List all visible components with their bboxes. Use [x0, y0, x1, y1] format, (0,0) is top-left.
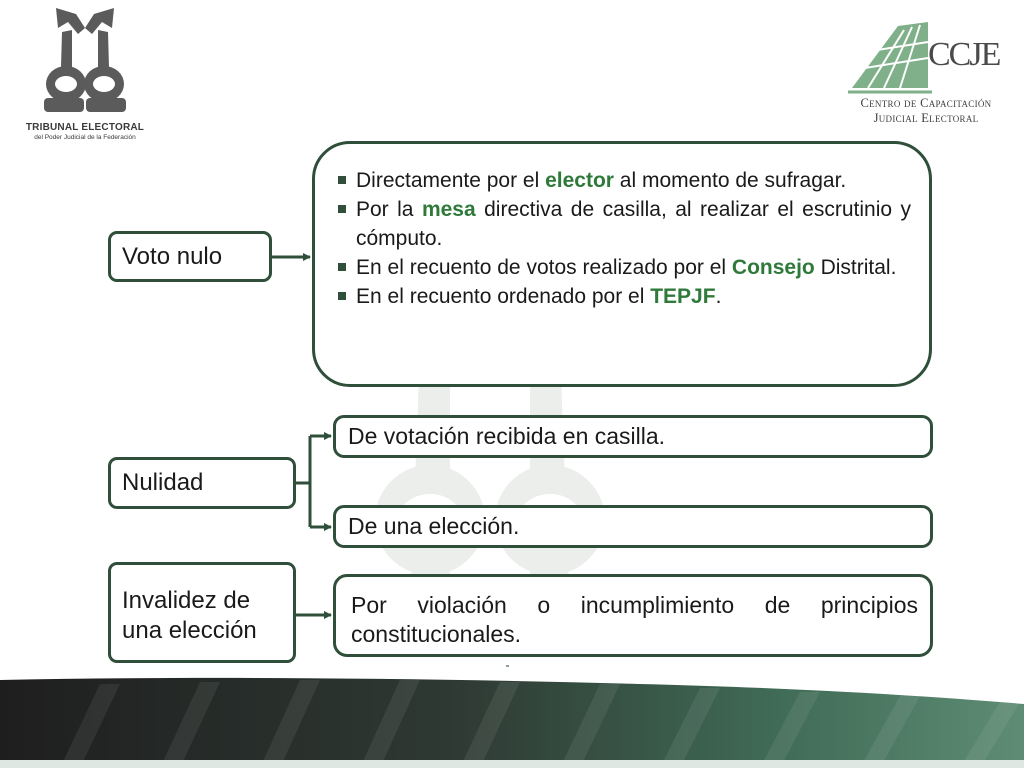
invalidez-label-line1: Invalidez de [122, 587, 251, 614]
voto-nulo-box [108, 231, 272, 282]
invalidez-label-line2: una elección [122, 617, 257, 644]
invalidez-violacion-text: Por violación o incumplimiento de principios constitucionales. [351, 592, 918, 647]
highlight-tepjf: TEPJF [650, 285, 716, 308]
scales-emblem-icon [38, 6, 132, 116]
list-item: En el recuento de votos realizado por el Consejo Distrital. [335, 253, 911, 282]
tribunal-electoral-logo [20, 6, 150, 140]
invalidez-violacion-box [333, 574, 933, 657]
small-dot [506, 665, 509, 667]
ccje-letters: CCJE [928, 36, 1000, 73]
bottom-decorative-band [0, 674, 1024, 768]
highlight-mesa: mesa [421, 198, 476, 221]
voto-nulo-causes-list [335, 166, 911, 311]
nulidad-label: Nulidad [122, 469, 204, 496]
nulidad-eleccion-box [333, 505, 933, 548]
list-item: En el recuento ordenado por el TEPJF. [335, 282, 911, 311]
ccje-name-line2: Judicial Electoral [873, 111, 979, 125]
ccje-logo [836, 14, 1012, 126]
nulidad-votacion-box [333, 415, 933, 458]
ccje-building-icon [848, 18, 932, 98]
te-logo-title: TRIBUNAL ELECTORAL [25, 122, 145, 133]
voto-nulo-causes-box [312, 141, 932, 387]
invalidez-box [108, 562, 296, 663]
list-item: Por la mesa directiva de casilla, al realizar el escrutinio y cómputo. [335, 195, 911, 253]
highlight-consejo: Consejo [731, 256, 815, 279]
list-item: Directamente por el elector al momento de sufragar. [335, 166, 911, 195]
ccje-name-line1: Centro de Capacitación [860, 96, 992, 110]
voto-nulo-label: Voto nulo [122, 242, 223, 270]
nulidad-votacion-text: De votación recibida en casilla. [348, 423, 666, 449]
te-logo-subtitle: del Poder Judicial de la Federación [34, 134, 136, 141]
nulidad-box [108, 457, 296, 509]
nulidad-eleccion-text: De una elección. [348, 513, 520, 539]
highlight-elector: elector [545, 169, 614, 192]
